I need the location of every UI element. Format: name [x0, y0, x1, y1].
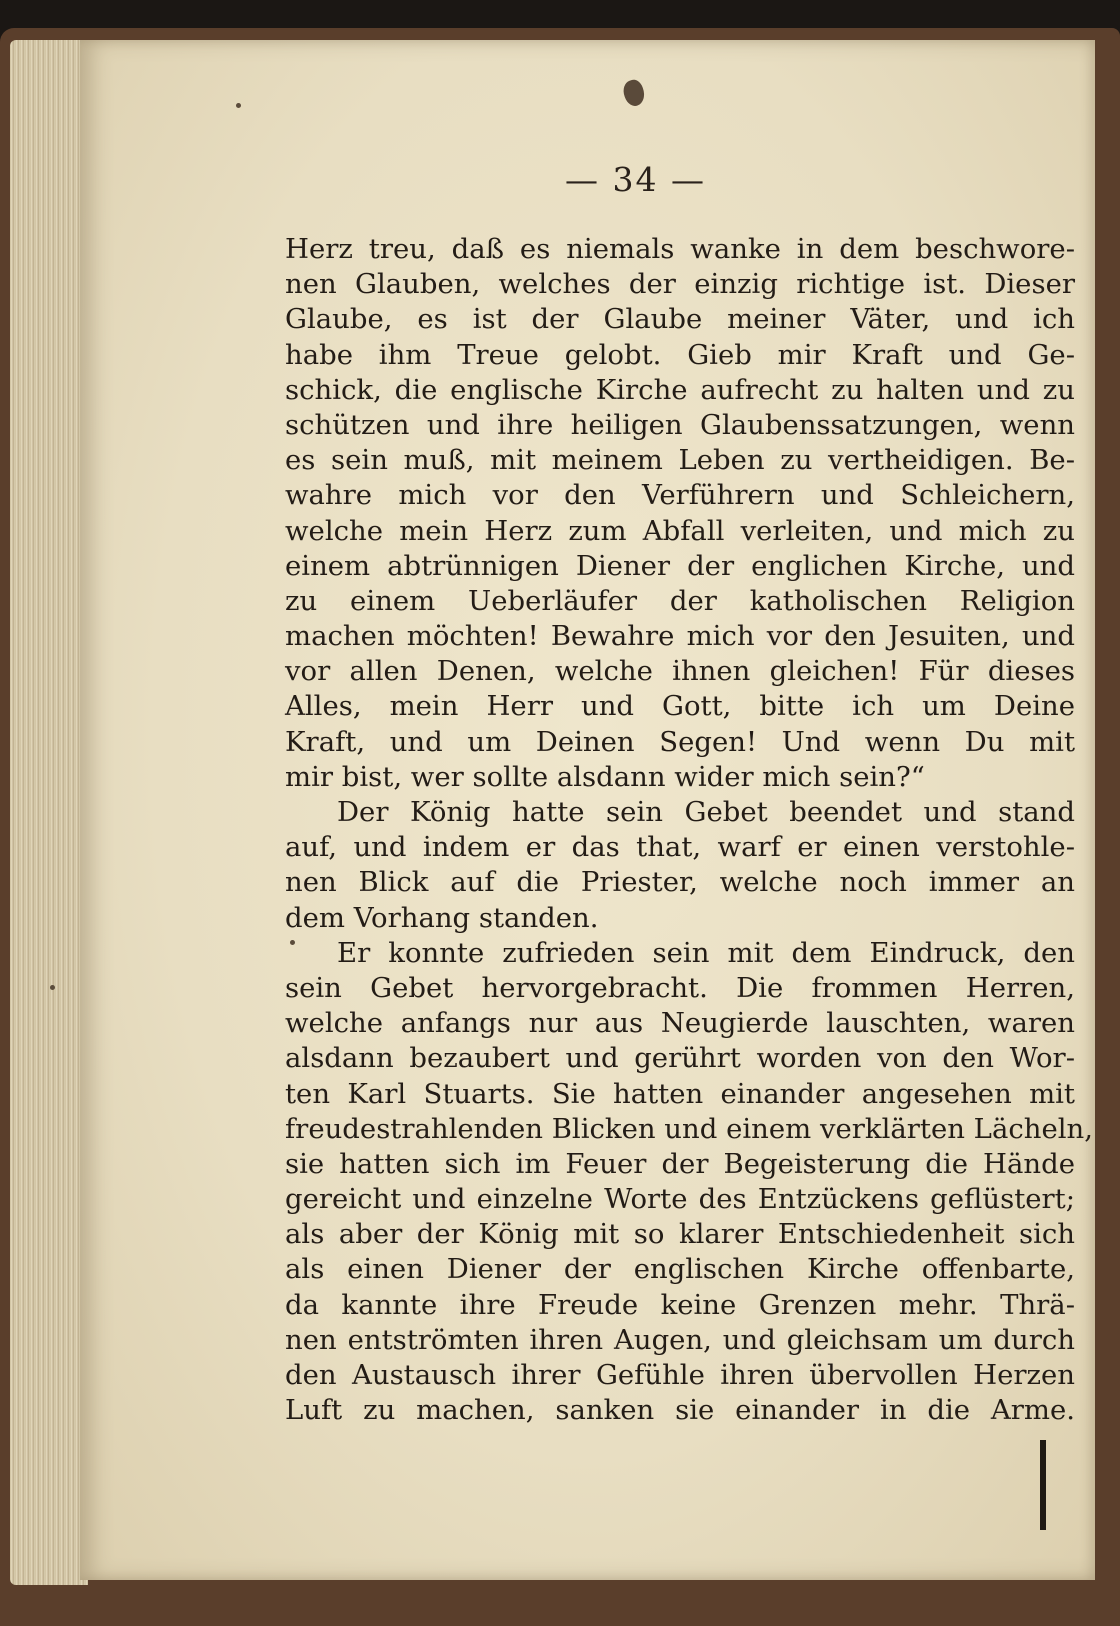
text-line: habe ihm Treue gelobt. Gieb mir Kraft und Ge- [285, 338, 1075, 371]
text-line: Kraft, und um Deinen Segen! Und wenn Du mit [285, 725, 1075, 758]
text-line: da kannte ihre Freude keine Grenzen mehr. Thrä- [285, 1288, 1075, 1321]
text-line: zu einem Ueberläufer der katholischen Religion [285, 584, 1075, 617]
text-line: sein Gebet hervorgebracht. Die frommen Herren, [285, 971, 1075, 1004]
text-line: nen Blick auf die Priester, welche noch immer an [285, 866, 1075, 899]
page-shadow [1040, 1440, 1046, 1530]
text-line: ten Karl Stuarts. Sie hatten einander angesehen mit [285, 1077, 1075, 1110]
text-line: dem Vorhang standen. [285, 901, 599, 934]
text-line: mir bist, wer sollte alsdann wider mich sein?“ [285, 760, 925, 793]
page-edges [10, 40, 88, 1585]
text-line: den Austausch ihrer Gefühle ihren übervollen Herzen [285, 1359, 1075, 1391]
text-line: Herz treu, daß es niemals wanke in dem beschwore- [285, 233, 1075, 265]
text-line: sie hatten sich im Feuer der Begeisterung die Hände [285, 1147, 1075, 1180]
text-line: gereicht und einzelne Worte des Entzückens geflüstert; [285, 1183, 1075, 1216]
text-line: welche mein Herz zum Abfall verleiten, und mich zu [285, 514, 1075, 547]
text-line: Alles, mein Herr und Gott, bitte ich um Deine [285, 690, 1075, 723]
text-line: Luft zu machen, sanken sie einander in die Arme. [285, 1394, 1075, 1427]
text-line: es sein muß, mit meinem Leben zu vertheidigen. Be- [285, 444, 1075, 477]
body-text [285, 232, 1093, 1428]
text-line: wahre mich vor den Verführern und Schleichern, [285, 479, 1075, 512]
text-line: welche anfangs nur aus Neugierde lauschten, waren [285, 1007, 1075, 1040]
paper-speck [236, 103, 241, 108]
text-line: machen möchten! Bewahre mich vor den Jesuiten, und [285, 620, 1075, 653]
text-line: einem abtrünnigen Diener der englichen Kirche, und [285, 549, 1075, 582]
text-line: auf, und indem er das that, warf er einen verstohle- [285, 831, 1075, 864]
page-number: — 34 — [565, 160, 706, 199]
text-line: schützen und ihre heiligen Glaubenssatzungen, wenn [285, 408, 1075, 441]
text-line: alsdann bezaubert und gerührt worden von den Wor- [285, 1042, 1075, 1075]
text-line: nen entströmten ihren Augen, und gleichsam um durch [285, 1323, 1075, 1356]
text-line: Glaube, es ist der Glaube meiner Väter, und ich [285, 303, 1075, 336]
text-line: als aber der König mit so klarer Entschiedenheit sich [285, 1218, 1075, 1251]
text-line: vor allen Denen, welche ihnen gleichen! Für dieses [285, 655, 1075, 688]
text-line: schick, die englische Kirche aufrecht zu halten und zu [285, 373, 1075, 406]
text-line: nen Glauben, welches der einzig richtige ist. Dieser [285, 268, 1075, 301]
paper-speck [50, 985, 55, 990]
text-line: Der König hatte sein Gebet beendet und stand [337, 796, 1075, 828]
text-line: freudestrahlenden Blicken und einem verklärten Lächeln, [285, 1112, 1093, 1145]
text-line: als einen Diener der englischen Kirche offenbarte, [285, 1253, 1075, 1286]
text-line: Er konnte zufrieden sein mit dem Eindruck, den [337, 936, 1075, 969]
